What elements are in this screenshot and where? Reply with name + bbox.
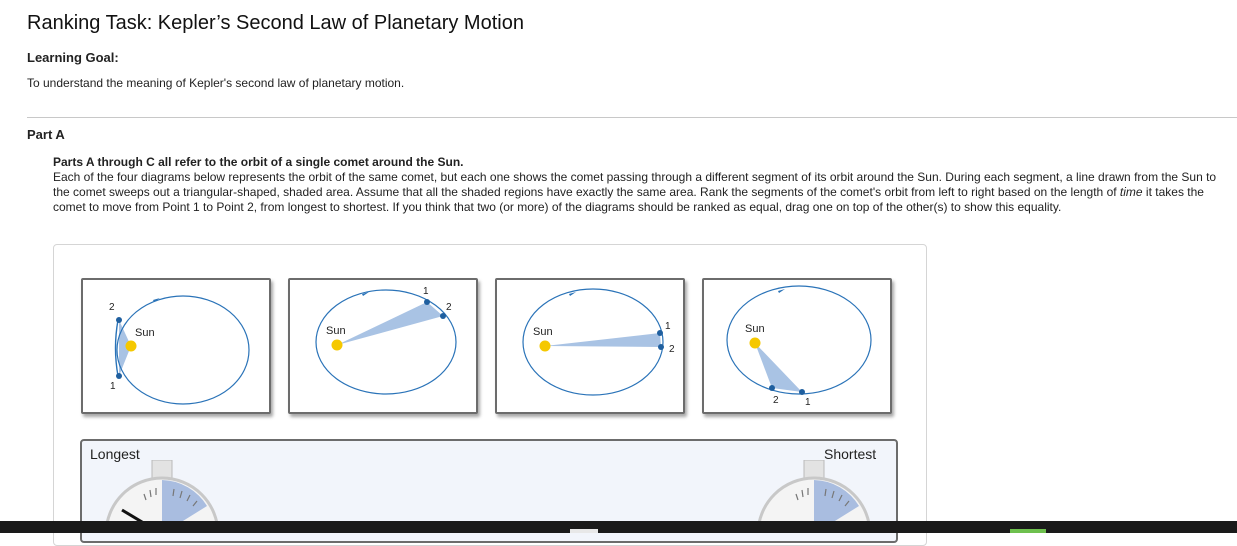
section-divider <box>27 117 1237 118</box>
orbit-card-4[interactable] <box>702 278 892 414</box>
question-intro: Parts A through C all refer to the orbit of a single comet around the Sun. <box>53 155 464 169</box>
point-2-label: 2 <box>669 344 675 355</box>
sun-label: Sun <box>326 325 346 337</box>
point-2-label: 2 <box>109 302 115 313</box>
longest-label: Longest <box>90 446 140 462</box>
point-2-label: 2 <box>446 302 452 313</box>
stopwatch-icon <box>104 460 224 522</box>
sun-label: Sun <box>135 327 155 339</box>
swept-area-2 <box>337 302 443 345</box>
sun-icon <box>540 341 551 352</box>
question-text <box>53 170 1228 215</box>
question-text-part-1: Each of the four diagrams below represents the orbit of the same comet, but each one shows the comet passing through a different segment of its orbit around the Sun. During each segment, a line drawn from the Sun to the comet sweeps out a triangular-shaped, shaded area. Assume that all the shaded regions have exactly the same area. Rank the segments of the comet's orbit from left to right based on the length of <box>53 170 1217 199</box>
taskbar-app-icon[interactable] <box>1010 529 1046 533</box>
learning-goal-label: Learning Goal: <box>27 50 119 65</box>
sun-icon <box>750 338 761 349</box>
point-2-label: 2 <box>773 395 779 406</box>
point-2-marker <box>769 385 775 391</box>
point-2-marker <box>116 317 122 323</box>
point-2-marker <box>658 344 664 350</box>
point-1-label: 1 <box>665 321 671 332</box>
taskbar-app-icon[interactable] <box>570 529 598 533</box>
question-text-part-2: it takes the comet to move from Point 1 to Point 2, from longest to shortest. If you think that two (or more) of the diagrams should be ranked as equal, drag one on top of the other(s) to show this equality. <box>53 185 1204 214</box>
stopwatch-icon <box>756 460 876 522</box>
learning-goal-text: To understand the meaning of Kepler's second law of planetary motion. <box>27 76 405 90</box>
orbit-diagram-1 <box>83 280 269 412</box>
page-title: Ranking Task: Kepler’s Second Law of Planetary Motion <box>27 12 524 34</box>
swept-area-4 <box>755 343 802 392</box>
point-1-label: 1 <box>423 286 429 297</box>
direction-arrow-4 <box>778 289 785 293</box>
point-1-marker <box>424 299 430 305</box>
taskbar <box>0 521 1237 533</box>
sun-label: Sun <box>745 323 765 335</box>
orbit-diagram-3 <box>497 280 683 412</box>
sun-icon <box>332 340 343 351</box>
point-1-label: 1 <box>110 381 116 392</box>
point-1-marker <box>116 373 122 379</box>
orbit-path-4 <box>727 286 871 394</box>
sun-label: Sun <box>533 326 553 338</box>
orbit-diagram-4 <box>704 280 890 412</box>
orbit-path-1 <box>117 296 249 404</box>
shortest-label: Shortest <box>824 446 877 462</box>
orbit-card-2[interactable] <box>288 278 478 414</box>
sun-icon <box>126 341 137 352</box>
orbit-diagram-2 <box>290 280 476 412</box>
point-2-marker <box>440 313 446 319</box>
swept-area-3 <box>545 333 661 347</box>
direction-arrow-3 <box>569 292 576 296</box>
point-1-marker <box>657 330 663 336</box>
point-1-marker <box>799 389 805 395</box>
orbit-card-1[interactable] <box>81 278 271 414</box>
orbit-card-3[interactable] <box>495 278 685 414</box>
part-a-label: Part A <box>27 127 65 142</box>
point-1-label: 1 <box>805 397 811 408</box>
question-emphasis: time <box>1119 185 1143 199</box>
